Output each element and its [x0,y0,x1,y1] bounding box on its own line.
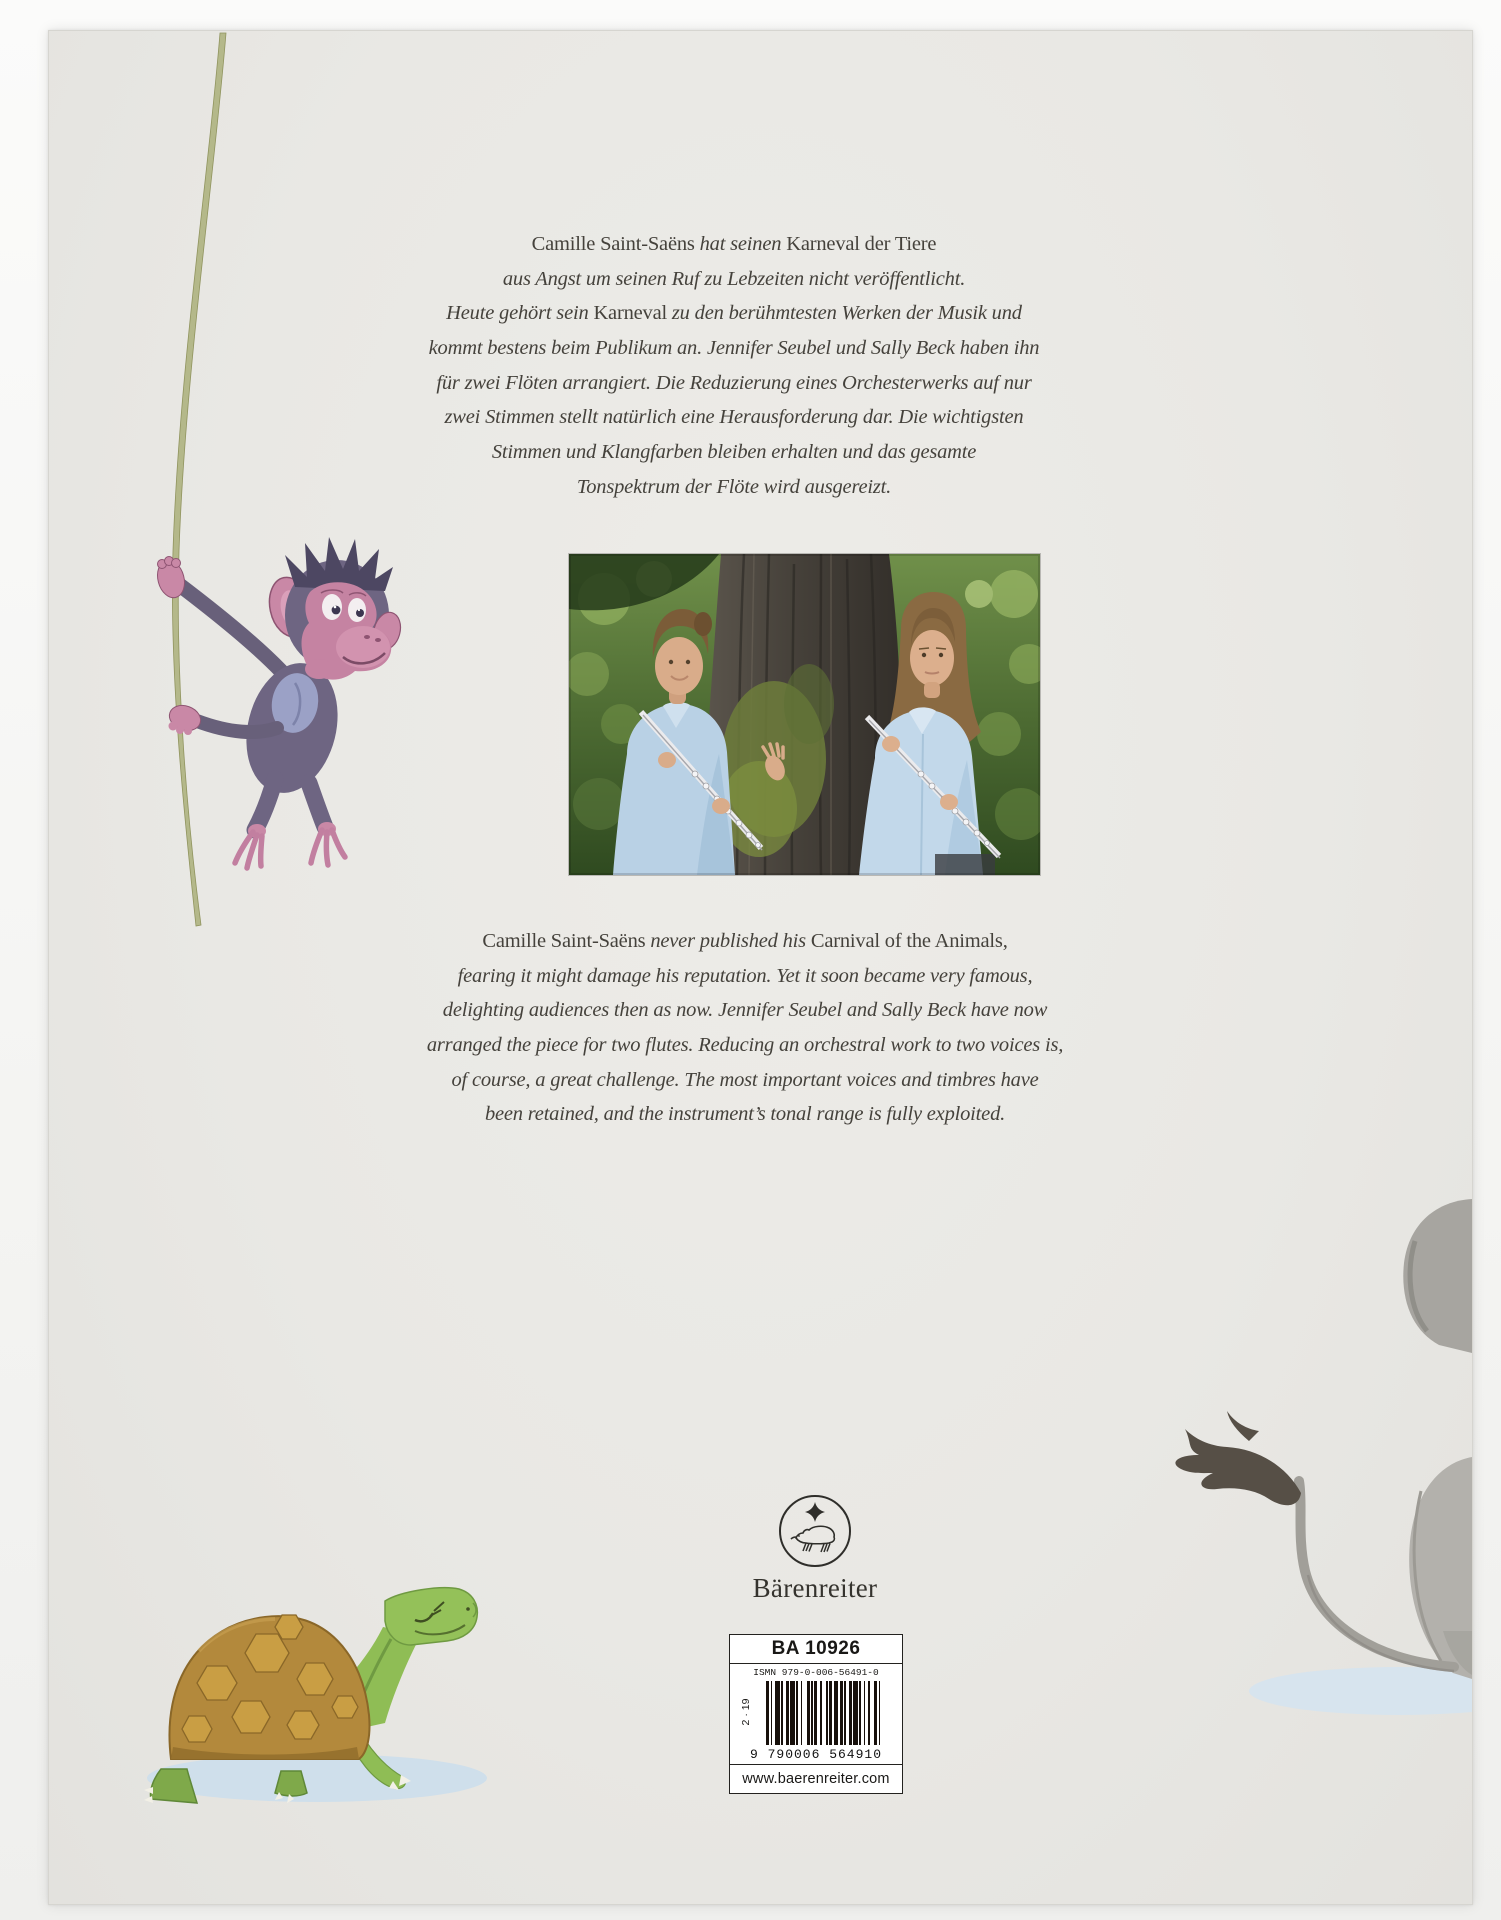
turtle-illustration [144,1588,487,1803]
german-paragraph [49,227,1419,505]
text-line: delighting audiences then as now. Jennifer Seubel and Sally Beck have now [442,999,1048,1022]
english-paragraph [60,924,1430,1132]
text-line: Camille Saint-Saëns hat seinen Karneval der Tiere [531,233,937,255]
bear-icon [791,1526,834,1552]
catalog-box [729,1634,903,1794]
text-line: Camille Saint-Saëns never published his Carnival of the Animals, [482,930,1008,952]
text-line: arranged the piece for two flutes. Reducing an orchestral work to two voices is, [426,1034,1064,1057]
text-line: Stimmen und Klangfarben bleiben erhalten und das gesamte [491,441,977,464]
text-line: kommt bestens beim Publikum an. Jennifer Seubel und Sally Beck haben ihn [428,337,1040,360]
duo-photo [568,553,1041,876]
duo-photo-graphic [569,554,1040,875]
text-line: fearing it might damage his reputation. Yet it soon became very famous, [457,964,1033,987]
monkey-illustration [154,537,405,868]
catalog-number: BA 10926 [730,1635,902,1664]
text-line: Tonspektrum der Flöte wird ausgereizt. [576,475,892,498]
print-code: 2 · 19 [740,1698,752,1726]
publisher-wordmark: Bärenreiter [752,1573,878,1603]
bear-and-star-logo-icon [777,1493,853,1569]
barcode-digits: 9 790006 564910 [749,1747,883,1762]
text-line: aus Angst um seinen Ruf zu Lebzeiten nicht veröffentlicht. [502,267,966,290]
text-line: Heute gehört sein Karneval zu den berühmtesten Werken der Musik und [446,302,1022,325]
barcode-section [730,1664,902,1765]
text-line: of course, a great challenge. The most important voices and timbres have [451,1068,1039,1091]
back-cover-page [48,30,1473,1905]
text-line: been retained, and the instrument’s tonal range is fully exploited. [484,1103,1006,1126]
barcode [766,1681,890,1745]
star-icon [805,1502,825,1522]
text-line: für zwei Flöten arrangiert. Die Reduzierung eines Orchesterwerks auf nur [436,371,1032,394]
text-line: zwei Stimmen stellt natürlich eine Herausforderung dar. Die wichtigsten [444,406,1024,429]
website-url: www.baerenreiter.com [742,1771,890,1787]
elephant-illustration [1175,1199,1472,1715]
ismn-label: ISMN 979-0-006-56491-0 [753,1667,879,1678]
